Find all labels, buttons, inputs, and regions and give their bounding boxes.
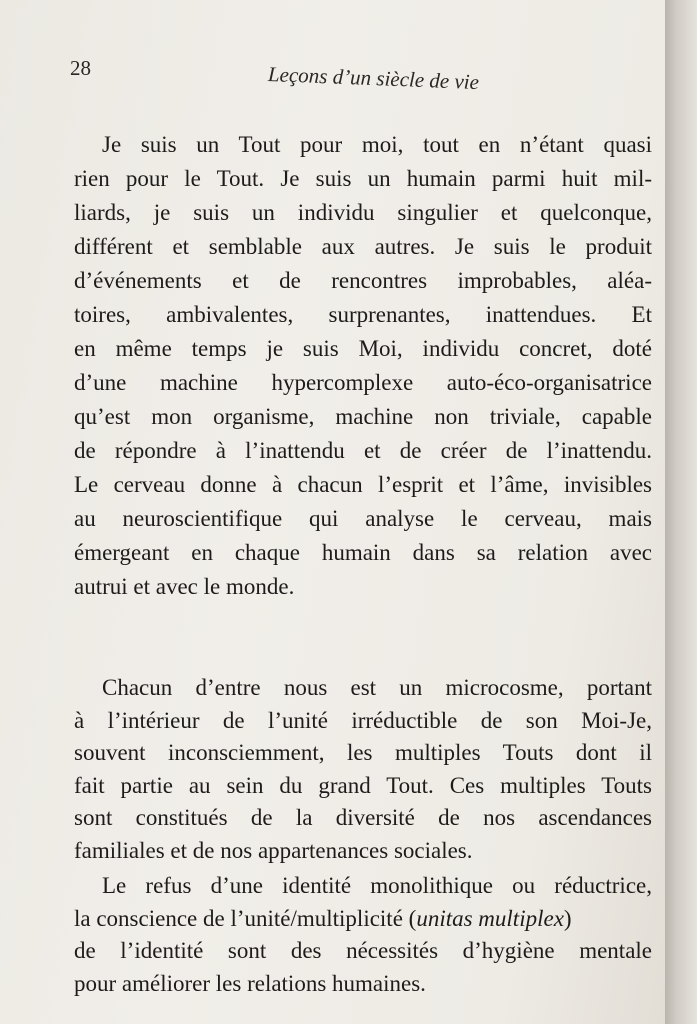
text-line: liards, je suis un individu singulier et quelconque, <box>74 200 652 225</box>
paragraph-1 <box>74 128 652 604</box>
text-line: souvent inconsciemment, les multiples Touts dont il <box>74 740 652 765</box>
text-line: de l’identité sont des nécessités d’hygiène mentale <box>74 938 652 963</box>
text-line: d’événements et de rencontres improbables, aléa- <box>74 268 652 293</box>
text-line-mixed <box>74 903 652 936</box>
page-number: 28 <box>70 56 91 80</box>
text-line: Le cerveau donne à chacun l’esprit et l’âme, invisibles <box>74 472 652 497</box>
text-line: émergeant en chaque humain dans sa relation avec <box>74 540 652 565</box>
italic-term: unitas multiplex <box>416 905 564 931</box>
text-line: rien pour le Tout. Je suis un humain parmi huit mil- <box>74 166 652 191</box>
text-line: familiales et de nos appartenances sociales. <box>74 837 473 863</box>
paragraph-3 <box>74 870 652 1000</box>
text-line: différent et semblable aux autres. Je suis le produit <box>74 234 652 259</box>
text-line: d’une machine hypercomplexe auto-éco-organisatrice <box>74 370 652 395</box>
text-line: fait partie au sein du grand Tout. Ces multiples Touts <box>74 772 652 798</box>
text-line: de répondre à l’inattendu et de créer de l’inattendu. <box>74 438 652 463</box>
text-fragment: ) <box>563 905 572 931</box>
page-edge-shadow <box>665 0 697 1024</box>
text-line: sont constitués de la diversité de nos ascendances <box>74 805 652 830</box>
page-header <box>70 52 500 95</box>
text-line: Chacun d’entre nous est un microcosme, portant <box>102 675 652 700</box>
text-line: Je suis un Tout pour moi, tout en n’étant quasi <box>102 132 652 157</box>
text-line: en même temps je suis Moi, individu concret, doté <box>74 336 652 361</box>
text-line: pour améliorer les relations humaines. <box>74 970 426 996</box>
running-title: Leçons d’un siècle de vie <box>267 62 480 95</box>
text-line: Le refus d’une identité monolithique ou réductrice, <box>102 873 652 898</box>
text-line: autrui et avec le monde. <box>74 574 295 599</box>
text-line: toires, ambivalentes, surprenantes, inattendues. Et <box>74 302 652 327</box>
paragraph-2 <box>74 672 652 867</box>
text-line: à l’intérieur de l’unité irréductible de son Moi-Je, <box>74 707 652 733</box>
text-line: qu’est mon organisme, machine non triviale, capable <box>74 404 652 429</box>
text-fragment: la conscience de l’unité/multiplicité ( <box>74 905 417 931</box>
text-line: au neuroscientifique qui analyse le cerveau, mais <box>74 506 652 531</box>
